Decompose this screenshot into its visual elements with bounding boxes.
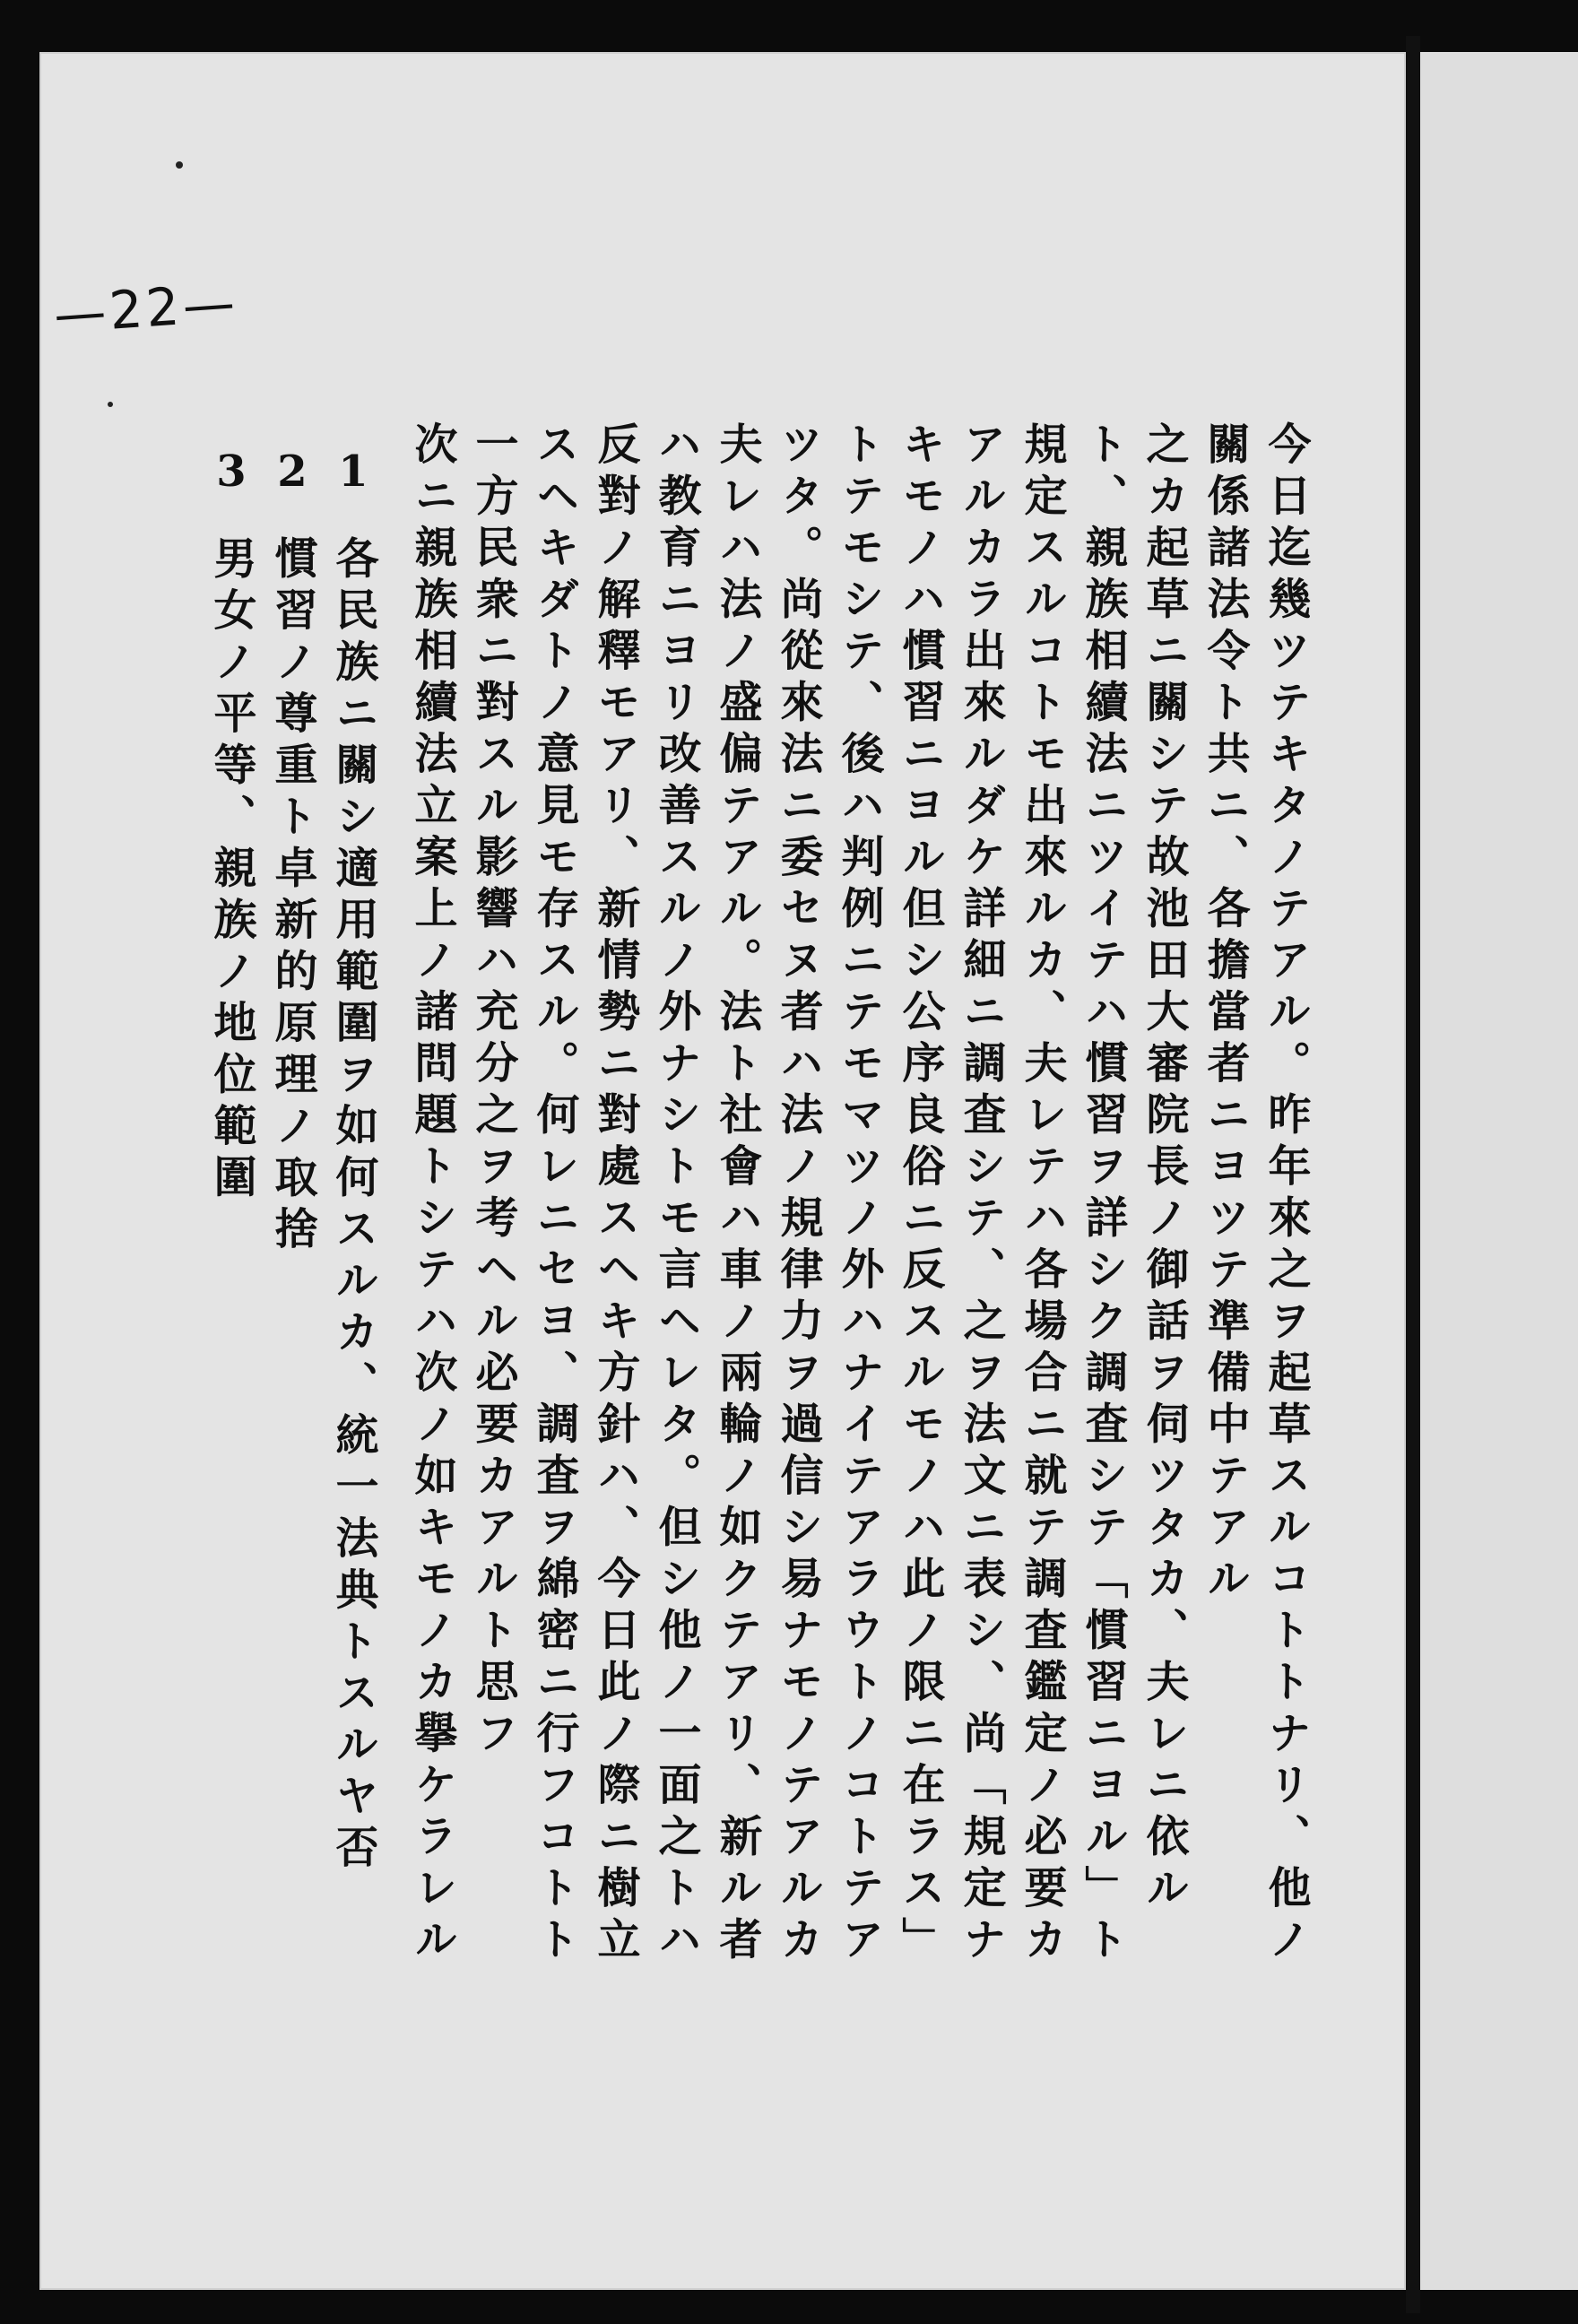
text-column: キモノハ慣習ニヨル但シ公序良俗ニ反スルモノハ此ノ限ニ在ラス」: [895, 421, 945, 1968]
list-item-number: 2: [267, 447, 317, 506]
list-item: [323, 447, 384, 1877]
list-item-number: 3: [206, 447, 256, 506]
text-column: 規定スルコトモ出來ルカ、夫レテハ各場合ニ就テ調査鑑定ノ必要カ: [1017, 421, 1067, 1968]
scan-border-top: [0, 0, 1578, 52]
text-column: 一方民衆ニ對スル影響ハ充分之ヲ考ヘル必要カアルト思フ: [468, 421, 518, 1762]
page-number: —22—: [51, 271, 240, 346]
page-gutter: [1406, 36, 1420, 2313]
list-item-text: 各民族ニ關シ適用範圍ヲ如何スルカ、統一法典トスルヤ否: [328, 535, 378, 1877]
text-column: スヘキダトノ意見モ存スル。何レニセヨ、調査ヲ綿密ニ行フコトト: [529, 421, 579, 1968]
list-item: [201, 447, 262, 1206]
text-column: 次ニ親族相續法立案上ノ諸問題トシテハ次ノ如キモノカ擧ケラレル: [407, 421, 457, 1968]
text-column: トテモシテ、後ハ判例ニテモマツノ外ハナイテアラウトノコトテア: [834, 421, 884, 1968]
text-column: ト、親族相續法ニツイテハ慣習ヲ詳シク調査シテ「慣習ニヨル」ト: [1078, 421, 1128, 1968]
speck: [108, 402, 113, 407]
text-column: 關係諸法令ト共ニ、各擔當者ニヨツテ準備中テアル: [1200, 421, 1250, 1608]
vertical-text-body: [108, 421, 1363, 2215]
adjacent-page-edge: [1420, 52, 1578, 2290]
list-item-text: 慣習ノ尊重ト卓新的原理ノ取捨: [267, 535, 317, 1258]
list-item-text: 男女ノ平等、親族ノ地位範圍: [206, 535, 256, 1206]
list-item-number: 1: [328, 447, 378, 506]
text-column: 今日迄幾ツテキタノテアル。昨年來之ヲ起草スルコトトナリ、他ノ: [1261, 421, 1311, 1968]
text-column: ツタ。尚從來法ニ委セヌ者ハ法ノ規律力ヲ過信シ易ナモノテアルカ: [773, 421, 823, 1968]
text-column: ハ教育ニヨリ改善スルノ外ナシトモ言ヘレタ。但シ他ノ一面之トハ: [651, 421, 701, 1968]
text-column: 反對ノ解釋モアリ、新情勢ニ對處スヘキ方針ハ、今日此ノ際ニ樹立: [590, 421, 640, 1968]
text-column: 夫レハ法ノ盛偏テアル。法ト社會ハ車ノ兩輪ノ如クテアリ、新ル者: [712, 421, 762, 1968]
text-column: アルカラ出來ルダケ詳細ニ調査シテ、之ヲ法文ニ表シ、尚「規定ナ: [956, 421, 1006, 1968]
text-column: 之カ起草ニ關シテ故池田大審院長ノ御話ヲ伺ツタカ、夫レニ依ル: [1139, 421, 1189, 1917]
speck: [176, 161, 183, 169]
list-item: [262, 447, 323, 1258]
